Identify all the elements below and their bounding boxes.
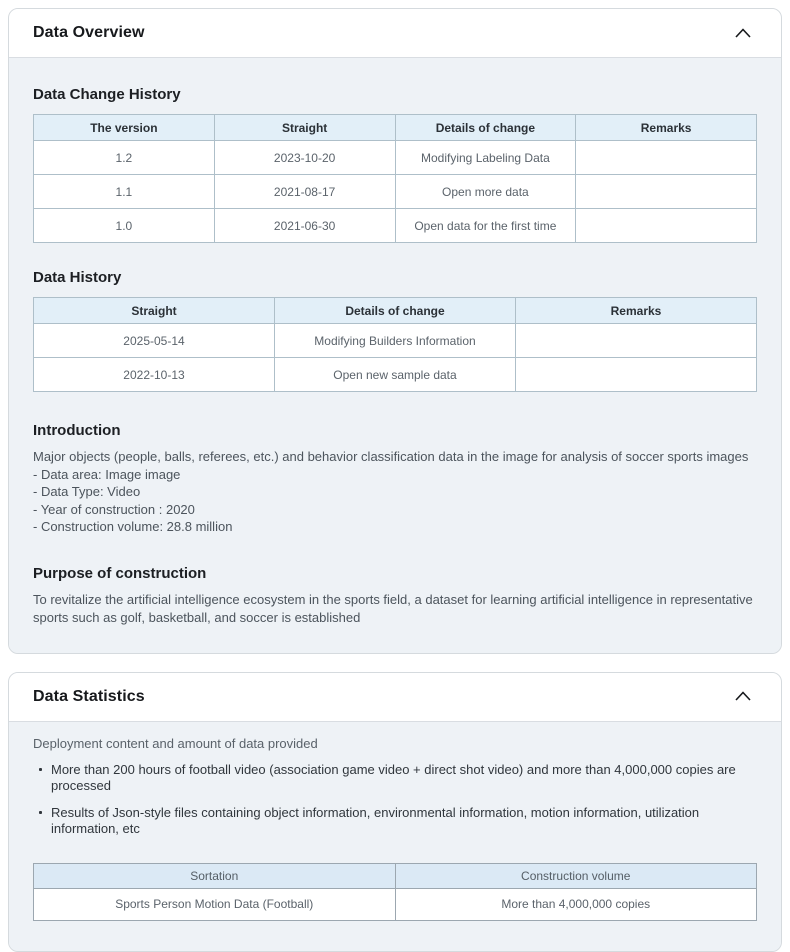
statistics-bullet-list: [33, 762, 757, 837]
table-cell: Open more data: [395, 175, 576, 209]
data-history-table: [33, 297, 757, 392]
data-statistics-card: [8, 672, 782, 952]
table-cell: [576, 209, 757, 243]
statistics-table-wrap: [33, 863, 757, 921]
table-row: [34, 141, 757, 175]
table-row: [34, 888, 757, 920]
table-cell: Open new sample data: [275, 358, 516, 392]
table-cell: 2022-10-13: [34, 358, 275, 392]
table-cell: 1.2: [34, 141, 215, 175]
table-header-cell: Remarks: [576, 115, 757, 141]
statistics-table: [33, 863, 757, 921]
introduction-text: [33, 448, 757, 536]
data-statistics-collapse-button[interactable]: [729, 683, 757, 711]
table-header-cell: Sortation: [34, 863, 396, 888]
chevron-up-icon: [735, 26, 751, 41]
data-overview-card: [8, 8, 782, 654]
table-cell: 1.1: [34, 175, 215, 209]
table-header-cell: The version: [34, 115, 215, 141]
bullet-item: More than 200 hours of football video (association game video + direct shot video) and more than 4,000,000 copies are processed: [33, 762, 757, 794]
table-cell: 1.0: [34, 209, 215, 243]
data-statistics-header: [9, 673, 781, 722]
purpose-heading: Purpose of construction: [33, 564, 207, 582]
statistics-subtitle: Deployment content and amount of data provided: [33, 735, 318, 751]
table-cell: Open data for the first time: [395, 209, 576, 243]
data-overview-header: [9, 9, 781, 58]
introduction-line: Major objects (people, balls, referees, etc.) and behavior classification data in the image for analysis of soccer sports images: [33, 449, 749, 464]
table-cell: [516, 324, 757, 358]
table-cell: 2021-08-17: [214, 175, 395, 209]
table-header-row: [34, 863, 757, 888]
data-statistics-title: Data Statistics: [33, 687, 145, 705]
data-statistics-body: [9, 722, 781, 951]
table-row: [34, 175, 757, 209]
data-history-heading: Data History: [33, 269, 122, 286]
table-cell: 2021-06-30: [214, 209, 395, 243]
table-cell: [516, 358, 757, 392]
table-cell: Modifying Builders Information: [275, 324, 516, 358]
introduction-line: - Year of construction : 2020: [33, 501, 195, 517]
introduction-line: - Construction volume: 28.8 million: [33, 519, 233, 534]
table-header-cell: Straight: [214, 115, 395, 141]
table-header-row: [34, 115, 757, 141]
table-cell: [576, 175, 757, 209]
data-overview-title: Data Overview: [33, 24, 145, 41]
table-header-cell: Straight: [34, 298, 275, 324]
introduction-line: - Data area: Image image: [33, 466, 181, 482]
introduction-heading: Introduction: [33, 422, 121, 439]
table-row: [34, 358, 757, 392]
data-overview-collapse-button[interactable]: [729, 19, 757, 47]
table-header-cell: Details of change: [395, 115, 576, 141]
table-header-cell: Details of change: [275, 298, 516, 324]
table-header-row: [34, 298, 757, 324]
table-cell: Sports Person Motion Data (Football): [34, 888, 396, 920]
change-history-table: [33, 114, 757, 243]
table-row: [34, 324, 757, 358]
table-cell: 2025-05-14: [34, 324, 275, 358]
data-overview-body: [9, 58, 781, 653]
change-history-heading: Data Change History: [33, 86, 181, 103]
table-cell: [576, 141, 757, 175]
table-cell: 2023-10-20: [214, 141, 395, 175]
bullet-item: Results of Json-style files containing object information, environmental information, motion information, utilization information, etc: [33, 805, 757, 837]
table-cell: Modifying Labeling Data: [395, 141, 576, 175]
purpose-text: To revitalize the artificial intelligence ecosystem in the sports field, a dataset for learning artificial intelligence in representative sports such as golf, basketball, and soccer is established: [33, 591, 753, 625]
table-row: [34, 209, 757, 243]
table-header-cell: Construction volume: [395, 863, 757, 888]
chevron-up-icon: [735, 689, 751, 704]
introduction-line: - Data Type: Video: [33, 484, 141, 499]
table-header-cell: Remarks: [516, 298, 757, 324]
table-cell: More than 4,000,000 copies: [395, 888, 757, 920]
